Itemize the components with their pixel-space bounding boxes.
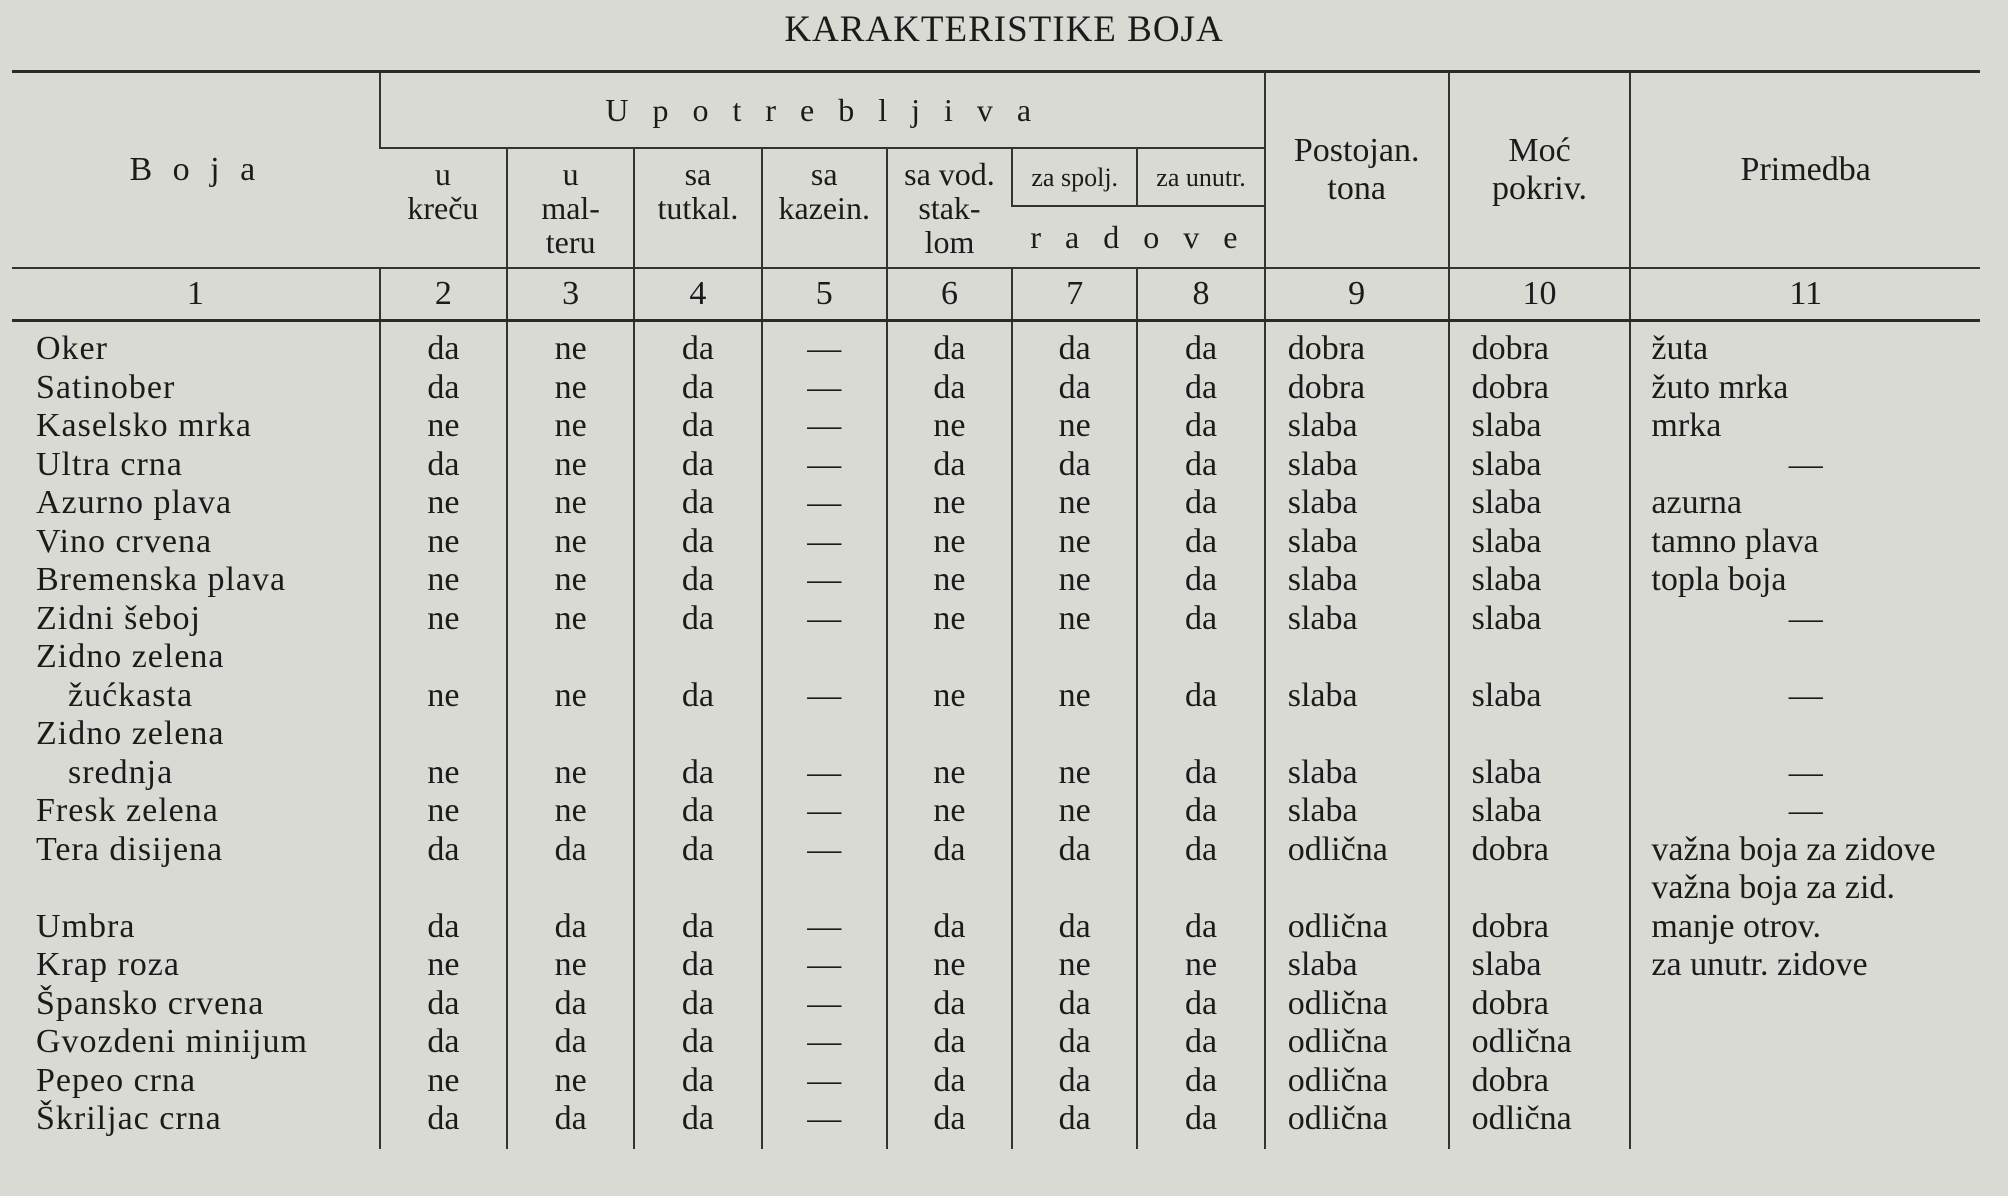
value-cell: da: [887, 1100, 1012, 1149]
value-cell: —: [762, 600, 887, 639]
table-row: [12, 446, 1980, 485]
remark-text: mrka: [1651, 407, 1722, 444]
table-row: [12, 484, 1980, 523]
value-cell: ne: [380, 523, 507, 562]
paint-characteristics-table: [12, 70, 1980, 1149]
remark-text: —: [1788, 792, 1823, 829]
paint-name-cell: [12, 600, 380, 639]
value-cell: da: [1012, 831, 1137, 870]
header-u-malteru: u mal- teru: [507, 148, 634, 268]
value-cell: da: [887, 1062, 1012, 1101]
paint-name: srednja: [68, 753, 174, 791]
table-row: [12, 1100, 1980, 1149]
value-cell: —: [762, 831, 887, 870]
value-cell: da: [634, 1023, 761, 1062]
value-cell: da: [380, 985, 507, 1024]
table-row: [12, 1023, 1980, 1062]
value-cell: da: [634, 321, 761, 369]
column-number: 3: [507, 268, 634, 321]
value-cell: da: [1137, 446, 1264, 485]
value-cell: da: [634, 484, 761, 523]
paint-name: Oker: [36, 330, 108, 367]
column-number: 5: [762, 268, 887, 321]
value-cell: slaba: [1449, 523, 1631, 562]
value-cell: —: [762, 561, 887, 600]
table-row: [12, 831, 1980, 870]
value-cell: da: [1012, 1100, 1137, 1149]
paint-name-cell: [12, 484, 380, 523]
value-cell: da: [634, 561, 761, 600]
paint-name: Pepeo crna: [36, 1061, 197, 1099]
table-row: [12, 321, 1980, 369]
remark-text: —: [1788, 753, 1823, 791]
value-cell: ne: [887, 715, 1012, 792]
value-cell: ne: [507, 946, 634, 985]
value-cell: ne: [380, 561, 507, 600]
value-cell: da: [1012, 369, 1137, 408]
value-cell: da: [887, 446, 1012, 485]
value-cell: da: [1137, 369, 1264, 408]
value-cell: slaba: [1449, 561, 1631, 600]
value-cell: ne: [507, 321, 634, 369]
value-cell: da: [1137, 831, 1264, 870]
paint-name: Vino crvena: [36, 522, 213, 560]
column-number: 1: [12, 268, 380, 321]
header-u-krecu: u kreču: [380, 148, 507, 268]
table-row: [12, 715, 1980, 792]
value-cell: slaba: [1265, 715, 1449, 792]
remark-text: tamno plava: [1651, 522, 1819, 560]
value-cell: ne: [380, 1062, 507, 1101]
remark-text: —: [1788, 676, 1823, 714]
value-cell: ne: [1012, 715, 1137, 792]
remark-text: važna boja za zidove: [1651, 830, 1936, 868]
paint-name-cell: [12, 946, 380, 985]
column-number: 7: [1012, 268, 1137, 321]
value-cell: odlična: [1449, 1100, 1631, 1149]
value-cell: slaba: [1265, 446, 1449, 485]
paint-name: Kaselsko mrka: [36, 407, 253, 444]
column-number: 10: [1449, 268, 1631, 321]
value-cell: ne: [887, 600, 1012, 639]
value-cell: slaba: [1265, 484, 1449, 523]
value-cell: —: [762, 638, 887, 715]
value-cell: ne: [1012, 484, 1137, 523]
value-cell: da: [1137, 321, 1264, 369]
value-cell: da: [634, 446, 761, 485]
value-cell: da: [380, 446, 507, 485]
remark-cell: [1630, 1100, 1980, 1149]
value-cell: slaba: [1265, 407, 1449, 446]
value-cell: slaba: [1449, 446, 1631, 485]
remark-cell: [1630, 446, 1980, 485]
value-cell: da: [507, 985, 634, 1024]
value-cell: dobra: [1449, 1062, 1631, 1101]
value-cell: ne: [380, 946, 507, 985]
value-cell: —: [762, 1100, 887, 1149]
value-cell: ne: [507, 1062, 634, 1101]
value-cell: da: [1012, 321, 1137, 369]
page-title: KARAKTERISTIKE BOJA: [784, 9, 1224, 50]
value-cell: da: [1137, 523, 1264, 562]
paint-name: žućkasta: [68, 676, 194, 714]
value-cell: da: [887, 831, 1012, 870]
value-cell: —: [762, 946, 887, 985]
paint-name-cell: [12, 523, 380, 562]
paint-name-cell: [12, 407, 380, 446]
value-cell: dobra: [1449, 369, 1631, 408]
paint-name-cell: [12, 831, 380, 870]
paint-name-cell: [12, 321, 380, 369]
paint-name-cell: [12, 985, 380, 1024]
value-cell: slaba: [1449, 407, 1631, 446]
remark-cell: [1630, 600, 1980, 639]
value-cell: da: [507, 869, 634, 946]
value-cell: ne: [507, 369, 634, 408]
remark-cell: [1630, 369, 1980, 408]
value-cell: slaba: [1449, 715, 1631, 792]
value-cell: —: [762, 484, 887, 523]
paint-name-cell: [12, 792, 380, 831]
value-cell: da: [634, 985, 761, 1024]
paint-name: Bremenska plava: [36, 561, 287, 598]
table-row: [12, 561, 1980, 600]
value-cell: ne: [887, 638, 1012, 715]
value-cell: da: [380, 869, 507, 946]
value-cell: ne: [1012, 946, 1137, 985]
value-cell: —: [762, 369, 887, 408]
value-cell: da: [887, 369, 1012, 408]
value-cell: da: [634, 638, 761, 715]
value-cell: odlična: [1265, 1100, 1449, 1149]
value-cell: da: [1137, 1100, 1264, 1149]
value-cell: da: [1012, 1062, 1137, 1101]
value-cell: da: [1137, 715, 1264, 792]
paint-name: Krap roza: [36, 946, 180, 983]
column-number: 9: [1265, 268, 1449, 321]
value-cell: ne: [507, 523, 634, 562]
value-cell: da: [634, 369, 761, 408]
remark-cell: [1630, 321, 1980, 369]
table-row: [12, 1062, 1980, 1101]
value-cell: da: [1012, 446, 1137, 485]
value-cell: da: [634, 792, 761, 831]
remark-cell: [1630, 946, 1980, 985]
value-cell: da: [1137, 1062, 1264, 1101]
paint-name-cell: [12, 715, 380, 792]
value-cell: ne: [887, 946, 1012, 985]
value-cell: —: [762, 985, 887, 1024]
table-row: [12, 985, 1980, 1024]
value-cell: odlična: [1265, 985, 1449, 1024]
value-cell: da: [1012, 869, 1137, 946]
value-cell: da: [1012, 1023, 1137, 1062]
value-cell: ne: [1012, 638, 1137, 715]
remark-text: —: [1788, 599, 1823, 637]
value-cell: da: [1012, 985, 1137, 1024]
value-cell: ne: [507, 561, 634, 600]
column-number: 2: [380, 268, 507, 321]
value-cell: da: [1137, 1023, 1264, 1062]
paint-name-cell: [12, 369, 380, 408]
value-cell: da: [380, 369, 507, 408]
paint-name: Fresk zelena: [36, 792, 219, 829]
value-cell: —: [762, 792, 887, 831]
value-cell: slaba: [1265, 946, 1449, 985]
remark-cell: [1630, 869, 1980, 946]
header-postojanost-tona: Postojan. tona: [1265, 72, 1449, 269]
value-cell: da: [634, 1100, 761, 1149]
value-cell: slaba: [1265, 523, 1449, 562]
value-cell: ne: [507, 484, 634, 523]
header-sa-tutkalom: sa tutkal.: [634, 148, 761, 268]
value-cell: da: [634, 715, 761, 792]
value-cell: odlična: [1449, 1023, 1631, 1062]
paint-name-cell: [12, 638, 380, 715]
remark-cell: [1630, 1023, 1980, 1062]
header-boja: B o j a: [129, 151, 262, 188]
value-cell: —: [762, 407, 887, 446]
value-cell: ne: [380, 638, 507, 715]
value-cell: da: [1137, 869, 1264, 946]
remark-cell: [1630, 407, 1980, 446]
remark-text: azurna: [1651, 484, 1743, 521]
table-row: [12, 369, 1980, 408]
paint-name-cell: [12, 1100, 380, 1149]
remark-cell: [1630, 561, 1980, 600]
value-cell: dobra: [1449, 321, 1631, 369]
value-cell: ne: [1012, 523, 1137, 562]
table-row: [12, 407, 1980, 446]
remark-cell: [1630, 715, 1980, 792]
value-cell: da: [1137, 561, 1264, 600]
value-cell: da: [887, 985, 1012, 1024]
remark-cell: [1630, 1062, 1980, 1101]
value-cell: da: [507, 1100, 634, 1149]
value-cell: odlična: [1265, 869, 1449, 946]
value-cell: da: [887, 321, 1012, 369]
paint-name: Tera disijena: [36, 830, 224, 868]
value-cell: ne: [887, 523, 1012, 562]
remark-cell: [1630, 985, 1980, 1024]
remark-text: topla boja: [1651, 561, 1787, 598]
value-cell: —: [762, 1023, 887, 1062]
value-cell: slaba: [1449, 484, 1631, 523]
value-cell: ne: [887, 407, 1012, 446]
value-cell: ne: [380, 600, 507, 639]
value-cell: ne: [887, 792, 1012, 831]
paint-name: Ultra crna: [36, 445, 183, 483]
value-cell: ne: [507, 715, 634, 792]
paint-name: Zidno zelena: [36, 715, 225, 752]
value-cell: da: [634, 946, 761, 985]
value-cell: da: [380, 831, 507, 870]
remark-text: žuta: [1651, 330, 1709, 367]
value-cell: da: [1137, 638, 1264, 715]
remark-cell: [1630, 792, 1980, 831]
value-cell: da: [507, 1023, 634, 1062]
value-cell: da: [380, 1100, 507, 1149]
header-primedba: Primedba: [1630, 72, 1980, 269]
value-cell: ne: [1012, 407, 1137, 446]
remark-text: žuto mrka: [1651, 368, 1789, 406]
remark-text: važna boja za zid.: [1651, 869, 1895, 906]
paint-name: Azurno plava: [36, 484, 233, 521]
value-cell: —: [762, 715, 887, 792]
value-cell: ne: [507, 792, 634, 831]
value-cell: slaba: [1449, 946, 1631, 985]
value-cell: —: [762, 1062, 887, 1101]
remark-cell: [1630, 484, 1980, 523]
remark-text: za unutr. zidove: [1651, 946, 1868, 983]
value-cell: ne: [887, 484, 1012, 523]
value-cell: ne: [1137, 946, 1264, 985]
value-cell: odlična: [1265, 1023, 1449, 1062]
header-sa-vodenim-staklom: sa vod. stak- lom: [887, 148, 1012, 268]
paint-name-cell: [12, 446, 380, 485]
value-cell: da: [1137, 484, 1264, 523]
value-cell: da: [634, 600, 761, 639]
value-cell: dobra: [1449, 831, 1631, 870]
paint-name-cell: [12, 869, 380, 946]
table-row: [12, 792, 1980, 831]
value-cell: da: [634, 869, 761, 946]
paint-name: Gvozdeni minijum: [36, 1023, 308, 1060]
remark-text: —: [1788, 445, 1823, 483]
value-cell: ne: [507, 600, 634, 639]
paint-name: Zidno zelena: [36, 638, 225, 675]
value-cell: ne: [380, 792, 507, 831]
value-cell: —: [762, 321, 887, 369]
column-number: 4: [634, 268, 761, 321]
header-za-unutrasnje: za unutr.: [1137, 148, 1264, 206]
value-cell: slaba: [1265, 792, 1449, 831]
value-cell: da: [1137, 407, 1264, 446]
header-za-spoljne: za spolj.: [1012, 148, 1137, 206]
value-cell: ne: [1012, 600, 1137, 639]
remark-cell: [1630, 638, 1980, 715]
header-sa-kazeinom: sa kazein.: [762, 148, 887, 268]
value-cell: dobra: [1449, 869, 1631, 946]
value-cell: da: [887, 869, 1012, 946]
value-cell: odlična: [1265, 831, 1449, 870]
table-row: [12, 638, 1980, 715]
value-cell: da: [634, 1062, 761, 1101]
value-cell: da: [1137, 600, 1264, 639]
value-cell: slaba: [1265, 561, 1449, 600]
value-cell: ne: [1012, 792, 1137, 831]
table-row: [12, 869, 1980, 946]
value-cell: da: [380, 321, 507, 369]
table-row: [12, 600, 1980, 639]
value-cell: da: [634, 831, 761, 870]
value-cell: ne: [507, 446, 634, 485]
header-radove: r a d o v e: [1012, 206, 1265, 268]
value-cell: dobra: [1265, 321, 1449, 369]
value-cell: ne: [380, 407, 507, 446]
table-row: [12, 946, 1980, 985]
paint-name: Zidni šeboj: [36, 599, 201, 637]
value-cell: slaba: [1449, 600, 1631, 639]
value-cell: da: [634, 523, 761, 562]
header-moc-pokrivanja: Moć pokriv.: [1449, 72, 1631, 269]
column-number: 8: [1137, 268, 1264, 321]
value-cell: dobra: [1449, 985, 1631, 1024]
table-row: [12, 523, 1980, 562]
value-cell: —: [762, 523, 887, 562]
value-cell: da: [1137, 792, 1264, 831]
value-cell: ne: [507, 638, 634, 715]
value-cell: slaba: [1265, 638, 1449, 715]
column-number: 11: [1630, 268, 1980, 321]
value-cell: ne: [1012, 561, 1137, 600]
value-cell: ne: [887, 561, 1012, 600]
paint-name-cell: [12, 1023, 380, 1062]
remark-text: manje otrov.: [1651, 907, 1822, 945]
value-cell: ne: [380, 484, 507, 523]
value-cell: da: [380, 1023, 507, 1062]
remark-cell: [1630, 523, 1980, 562]
value-cell: slaba: [1265, 600, 1449, 639]
value-cell: slaba: [1449, 792, 1631, 831]
paint-name: Satinober: [36, 368, 176, 406]
value-cell: odlična: [1265, 1062, 1449, 1101]
value-cell: dobra: [1265, 369, 1449, 408]
value-cell: da: [1137, 985, 1264, 1024]
value-cell: da: [634, 407, 761, 446]
paint-name: Škriljac crna: [36, 1100, 222, 1137]
value-cell: ne: [507, 407, 634, 446]
column-number: 6: [887, 268, 1012, 321]
value-cell: slaba: [1449, 638, 1631, 715]
paint-name: Umbra: [36, 907, 136, 945]
paint-name-cell: [12, 561, 380, 600]
paint-name-cell: [12, 1062, 380, 1101]
value-cell: —: [762, 869, 887, 946]
value-cell: —: [762, 446, 887, 485]
header-upotrebljiva: U p o t r e b l j i v a: [380, 72, 1265, 149]
value-cell: da: [507, 831, 634, 870]
value-cell: ne: [380, 715, 507, 792]
paint-name: Špansko crvena: [36, 984, 265, 1022]
value-cell: da: [887, 1023, 1012, 1062]
remark-cell: [1630, 831, 1980, 870]
